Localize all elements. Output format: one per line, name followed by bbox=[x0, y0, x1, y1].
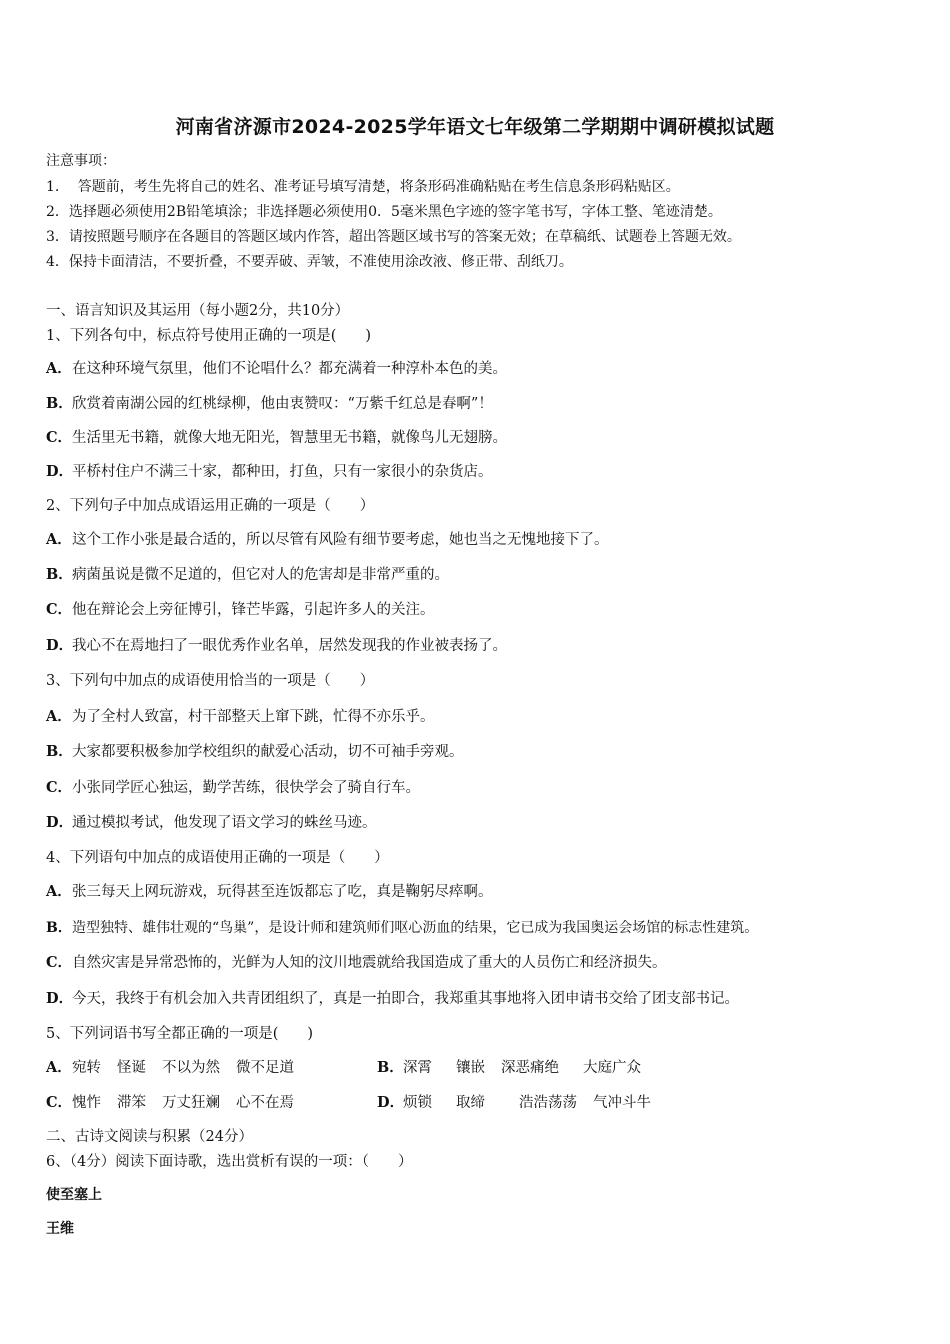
page-title: 河南省济源市2024-2025学年语文七年级第二学期期中调研模拟试题 bbox=[175, 116, 775, 138]
question-5-stem: 5、下列词语书写全都正确的一项是( ) bbox=[46, 1026, 314, 1042]
question-6-stem: 6、（4分）阅读下面诗歌，选出赏析有误的一项：（ ） bbox=[46, 1154, 413, 1170]
q3-option-a bbox=[46, 707, 435, 727]
option-text: 为了全村人致富，村干部整天上窜下跳，忙得不亦乐乎。 bbox=[72, 709, 435, 725]
q2-option-b bbox=[46, 565, 449, 585]
q3-option-b bbox=[46, 742, 464, 762]
word: 镶嵌 bbox=[456, 1060, 485, 1076]
option-text: 平桥村住户不满三十家，都种田，打鱼，只有一家很小的杂货店。 bbox=[72, 464, 493, 480]
option-text: 生活里无书籍，就像大地无阳光，智慧里无书籍，就像鸟儿无翅膀。 bbox=[72, 430, 507, 446]
question-4-stem: 4、下列语句中加点的成语使用正确的一项是（ ） bbox=[46, 850, 389, 866]
note-item: 4．保持卡面清洁，不要折叠，不要弄破、弄皱，不准使用涂改液、修正带、刮纸刀。 bbox=[46, 254, 573, 270]
option-label: A． bbox=[46, 531, 72, 548]
option-label: B． bbox=[46, 920, 72, 936]
q5-option-b bbox=[377, 1058, 657, 1078]
word: 微不足道 bbox=[236, 1060, 294, 1076]
option-label: D． bbox=[46, 814, 74, 831]
option-text: 我心不在焉地扫了一眼优秀作业名单，居然发现我的作业被表扬了。 bbox=[72, 638, 507, 654]
q2-option-a bbox=[46, 530, 609, 550]
q3-option-c bbox=[46, 778, 420, 798]
question-3-stem: 3、下列句中加点的成语使用恰当的一项是（ ） bbox=[46, 673, 375, 689]
note-item: 2．选择题必须使用2B铅笔填涂；非选择题必须使用0．5毫米黑色字迹的签字笔书写，字体工整、笔迹清楚。 bbox=[46, 204, 722, 220]
option-text: 欣赏着南湖公园的红桃绿柳，他由衷赞叹：“万紫千红总是春啊”！ bbox=[72, 396, 493, 412]
word: 滞笨 bbox=[117, 1095, 146, 1111]
option-label: C． bbox=[46, 954, 73, 971]
word: 怪诞 bbox=[117, 1060, 146, 1076]
option-text: 他在辩论会上旁征博引，锋芒毕露，引起许多人的关注。 bbox=[72, 602, 435, 618]
option-text: 这个工作小张是最合适的，所以尽管有风险有细节要考虑，她也当之无愧地接下了。 bbox=[72, 532, 609, 548]
option-label: A． bbox=[46, 883, 72, 900]
option-text: 小张同学匠心独运，勤学苦练，很快学会了骑自行车。 bbox=[72, 780, 420, 796]
option-text: 大家都要积极参加学校组织的献爱心活动，切不可袖手旁观。 bbox=[72, 744, 464, 760]
option-text: 张三每天上网玩游戏，玩得甚至连饭都忘了吃，真是鞠躬尽瘁啊。 bbox=[72, 884, 493, 900]
q4-option-c bbox=[46, 953, 667, 973]
q5-option-c bbox=[46, 1093, 310, 1113]
option-label: B． bbox=[46, 566, 73, 583]
notes-heading: 注意事项： bbox=[46, 153, 116, 169]
word: 万丈狂斓 bbox=[162, 1095, 220, 1111]
word: 烦锁 bbox=[403, 1095, 432, 1111]
q4-option-a bbox=[46, 882, 493, 902]
option-label: C． bbox=[46, 779, 73, 796]
q1-option-c bbox=[46, 428, 507, 448]
q3-option-d bbox=[46, 813, 377, 833]
option-label: C． bbox=[46, 601, 73, 618]
section1-heading: 一、语言知识及其运用（每小题2分，共10分） bbox=[46, 303, 350, 319]
q2-option-d bbox=[46, 636, 507, 656]
q4-option-b bbox=[46, 918, 758, 938]
q4-option-d bbox=[46, 989, 739, 1009]
section2-heading: 二、古诗文阅读与积累（24分） bbox=[46, 1129, 253, 1145]
note-item: 1. 答题前，考生先将自己的姓名、准考证号填写清楚，将条形码准确粘贴在考生信息条形码粘贴区。 bbox=[46, 179, 680, 195]
option-label: A． bbox=[46, 1059, 72, 1076]
word: 取缔 bbox=[456, 1095, 485, 1111]
option-label: C． bbox=[46, 1094, 73, 1111]
word: 不以为然 bbox=[162, 1060, 220, 1076]
option-label: B． bbox=[377, 1059, 404, 1076]
option-label: B． bbox=[46, 743, 73, 760]
option-text: 通过模拟考试，他发现了语文学习的蛛丝马迹。 bbox=[72, 815, 377, 831]
q2-option-c bbox=[46, 600, 435, 620]
option-label: D． bbox=[46, 637, 74, 654]
option-label: D． bbox=[46, 990, 74, 1007]
option-label: D． bbox=[46, 463, 74, 480]
question-2-stem: 2、下列句子中加点成语运用正确的一项是（ ） bbox=[46, 498, 375, 514]
note-item: 3．请按照题号顺序在各题目的答题区域内作答，超出答题区域书写的答案无效；在草稿纸、试题卷上答题无效。 bbox=[46, 229, 741, 245]
option-label: C． bbox=[46, 429, 73, 446]
q5-option-a bbox=[46, 1058, 310, 1078]
poem-title: 使至塞上 bbox=[46, 1187, 102, 1203]
option-label: A． bbox=[46, 708, 72, 725]
option-text: 病菌虽说是微不足道的，但它对人的危害却是非常严重的。 bbox=[72, 567, 449, 583]
option-text: 自然灾害是异常恐怖的，光鲜为人知的汶川地震就给我国造成了重大的人员伤亡和经济损失。 bbox=[72, 955, 667, 971]
option-text: 在这种环境气氛里，他们不论唱什么？都充满着一种淳朴本色的美。 bbox=[72, 361, 507, 377]
question-1-stem: 1、下列各句中，标点符号使用正确的一项是( ) bbox=[46, 328, 372, 344]
word: 深霄 bbox=[403, 1060, 432, 1076]
word: 宛转 bbox=[72, 1060, 101, 1076]
option-text: 今天，我终于有机会加入共青团组织了，真是一拍即合，我郑重其事地将入团申请书交给了团支部书记。 bbox=[72, 991, 739, 1007]
q1-option-d bbox=[46, 462, 493, 482]
word: 愧怍 bbox=[72, 1095, 101, 1111]
option-label: D． bbox=[377, 1094, 405, 1111]
option-text: 造型独特、雄伟壮观的“鸟巢”，是设计师和建筑师们呕心沥血的结果，它已成为我国奥运会场馆的标志性建筑。 bbox=[72, 920, 759, 936]
q1-option-b bbox=[46, 394, 493, 414]
word: 心不在焉 bbox=[236, 1095, 294, 1111]
q5-option-d bbox=[377, 1093, 667, 1113]
word: 大庭广众 bbox=[583, 1060, 641, 1076]
word: 深恶痛绝 bbox=[501, 1060, 559, 1076]
option-label: A． bbox=[46, 360, 72, 377]
option-label: B． bbox=[46, 395, 73, 412]
word: 浩浩荡荡 bbox=[519, 1095, 577, 1111]
q1-option-a bbox=[46, 359, 507, 379]
word: 气冲斗牛 bbox=[593, 1095, 651, 1111]
poem-author: 王维 bbox=[46, 1221, 74, 1237]
